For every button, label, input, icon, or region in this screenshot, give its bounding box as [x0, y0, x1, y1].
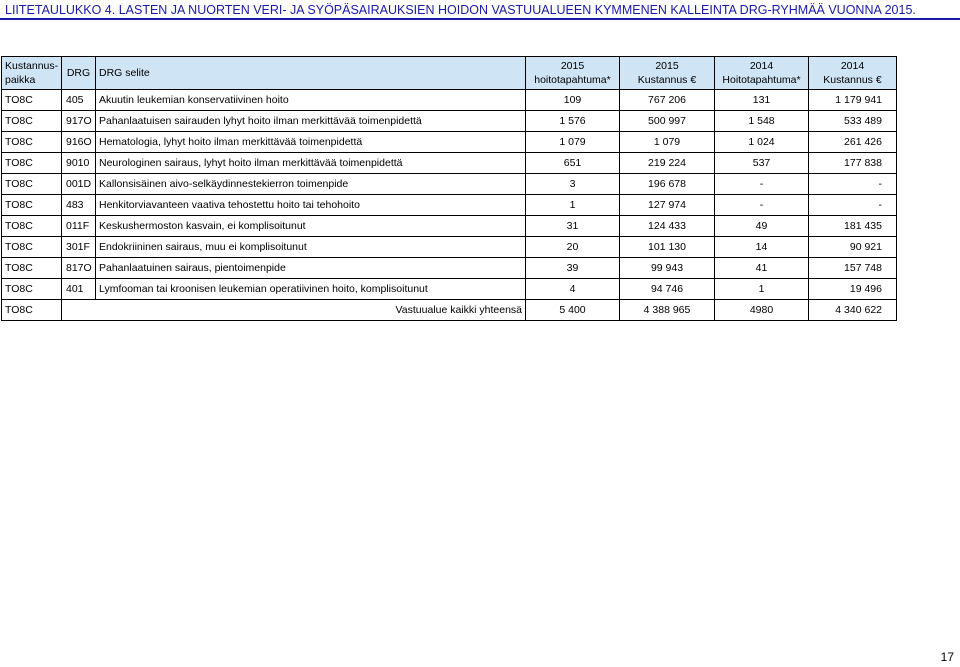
cell-episodes-2015: 3 [526, 174, 620, 195]
cell-drg-code: 405 [62, 90, 96, 111]
cell-drg-description: Akuutin leukemian konservatiivinen hoito [96, 90, 526, 111]
cell-drg-code: 301F [62, 237, 96, 258]
cell-cost-center: TO8C [2, 153, 62, 174]
header-episodes-2014-label: Hoitotapahtuma* [722, 74, 801, 86]
cell-episodes-2015: 4 [526, 279, 620, 300]
cell-drg-description: Pahanlaatuisen sairauden lyhyt hoito ilman merkittävää toimenpidettä [96, 111, 526, 132]
cell-episodes-2014: 41 [715, 258, 809, 279]
cell-cost-2015: 1 079 [620, 132, 715, 153]
cell-cost-2014: 90 921 [809, 237, 897, 258]
header-drg: DRG [62, 57, 96, 90]
header-cost-2014-year: 2014 [840, 60, 865, 72]
cell-cost-2015: 94 746 [620, 279, 715, 300]
cell-drg-code: 917O [62, 111, 96, 132]
cell-cost-center: TO8C [2, 174, 62, 195]
cell-drg-description: Keskushermoston kasvain, ei komplisoitunut [96, 216, 526, 237]
cell-episodes-2015: 1 [526, 195, 620, 216]
header-cost-center-line1: Kustannus- [5, 60, 59, 72]
title-underline [0, 18, 960, 20]
cell-cost-2014: 177 838 [809, 153, 897, 174]
cell-cost-2014: 181 435 [809, 216, 897, 237]
table-row [2, 153, 897, 174]
cell-drg-code: 483 [62, 195, 96, 216]
cell-drg-description: Henkitorviavanteen vaativa tehostettu hoito tai tehohoito [96, 195, 526, 216]
cell-cost-2014: - [809, 174, 897, 195]
cell-episodes-2014: 14 [715, 237, 809, 258]
cell-episodes-2015: 39 [526, 258, 620, 279]
table-row [2, 90, 897, 111]
total-row [2, 300, 897, 321]
cell-cost-center: TO8C [2, 258, 62, 279]
cell-cost-center: TO8C [2, 237, 62, 258]
cell-drg-code: 9010 [62, 153, 96, 174]
table-row [2, 216, 897, 237]
cell-episodes-2014: 49 [715, 216, 809, 237]
header-episodes-2015-label: hoitotapahtuma* [534, 74, 611, 86]
cell-drg-description: Lymfooman tai kroonisen leukemian operatiivinen hoito, komplisoitunut [96, 279, 526, 300]
cell-drg-description: Endokriininen sairaus, muu ei komplisoitunut [96, 237, 526, 258]
cell-cost-2015: 219 224 [620, 153, 715, 174]
drg-cost-table [1, 56, 897, 321]
cell-cost-2014: 261 426 [809, 132, 897, 153]
total-cost-2015: 4 388 965 [620, 300, 715, 321]
cell-episodes-2014: 1 548 [715, 111, 809, 132]
cell-cost-2014: 157 748 [809, 258, 897, 279]
cell-cost-2015: 101 130 [620, 237, 715, 258]
header-cost-center [2, 57, 62, 90]
cell-episodes-2015: 20 [526, 237, 620, 258]
cell-cost-2015: 196 678 [620, 174, 715, 195]
cell-episodes-2015: 651 [526, 153, 620, 174]
cell-drg-code: 001D [62, 174, 96, 195]
header-episodes-2015-year: 2015 [560, 60, 585, 72]
cell-episodes-2014: 537 [715, 153, 809, 174]
page-number: 17 [940, 650, 954, 664]
cell-drg-code: 011F [62, 216, 96, 237]
cell-cost-center: TO8C [2, 279, 62, 300]
cell-cost-2014: - [809, 195, 897, 216]
table-row [2, 174, 897, 195]
total-cost-2014: 4 340 622 [809, 300, 897, 321]
page-title: LIITETAULUKKO 4. LASTEN JA NUORTEN VERI- JA SYÖPÄSAIRAUKSIEN HOIDON VASTUUALUEEN KYMMENEN KALLEINTA DRG-RYHMÄÄ VUONNA 2015. [5, 3, 916, 17]
total-episodes-2014: 4980 [715, 300, 809, 321]
table-row [2, 132, 897, 153]
total-cost-center: TO8C [2, 300, 62, 321]
header-cost-center-line2: paikka [5, 74, 36, 86]
total-episodes-2015: 5 400 [526, 300, 620, 321]
cell-episodes-2015: 109 [526, 90, 620, 111]
cell-cost-center: TO8C [2, 90, 62, 111]
header-episodes-2015 [526, 57, 620, 90]
header-episodes-2014 [715, 57, 809, 90]
total-label: Vastuualue kaikki yhteensä [62, 300, 526, 321]
cell-cost-center: TO8C [2, 216, 62, 237]
cell-drg-description: Neurologinen sairaus, lyhyt hoito ilman merkittävää toimenpidettä [96, 153, 526, 174]
table-row [2, 195, 897, 216]
cell-cost-2014: 533 489 [809, 111, 897, 132]
header-cost-2015-label: Kustannus € [637, 74, 697, 86]
cell-drg-description: Hematologia, lyhyt hoito ilman merkittävää toimenpidettä [96, 132, 526, 153]
cell-cost-center: TO8C [2, 195, 62, 216]
table-header-row [2, 57, 897, 90]
cell-drg-code: 401 [62, 279, 96, 300]
table-row [2, 279, 897, 300]
cell-episodes-2014: - [715, 174, 809, 195]
header-cost-2014 [809, 57, 897, 90]
cell-cost-2014: 1 179 941 [809, 90, 897, 111]
cell-cost-center: TO8C [2, 132, 62, 153]
cell-episodes-2015: 1 576 [526, 111, 620, 132]
cell-episodes-2014: 131 [715, 90, 809, 111]
cell-cost-2015: 124 433 [620, 216, 715, 237]
cell-drg-code: 916O [62, 132, 96, 153]
cell-cost-2015: 99 943 [620, 258, 715, 279]
cell-cost-2014: 19 496 [809, 279, 897, 300]
cell-cost-center: TO8C [2, 111, 62, 132]
cell-episodes-2014: - [715, 195, 809, 216]
header-drg-description: DRG selite [96, 57, 526, 90]
cell-drg-description: Kallonsisäinen aivo-selkäydinnestekierron toimenpide [96, 174, 526, 195]
table-row [2, 237, 897, 258]
cell-episodes-2014: 1 024 [715, 132, 809, 153]
header-cost-2015-year: 2015 [655, 60, 679, 72]
cell-cost-2015: 767 206 [620, 90, 715, 111]
cell-drg-code: 817O [62, 258, 96, 279]
cell-drg-description: Pahanlaatuinen sairaus, pientoimenpide [96, 258, 526, 279]
cell-episodes-2015: 1 079 [526, 132, 620, 153]
cell-cost-2015: 500 997 [620, 111, 715, 132]
header-episodes-2014-year: 2014 [749, 60, 774, 72]
cell-episodes-2015: 31 [526, 216, 620, 237]
cell-episodes-2014: 1 [715, 279, 809, 300]
cell-cost-2015: 127 974 [620, 195, 715, 216]
table-row [2, 111, 897, 132]
table-row [2, 258, 897, 279]
header-cost-2015 [620, 57, 715, 90]
header-cost-2014-label: Kustannus € [823, 74, 882, 86]
